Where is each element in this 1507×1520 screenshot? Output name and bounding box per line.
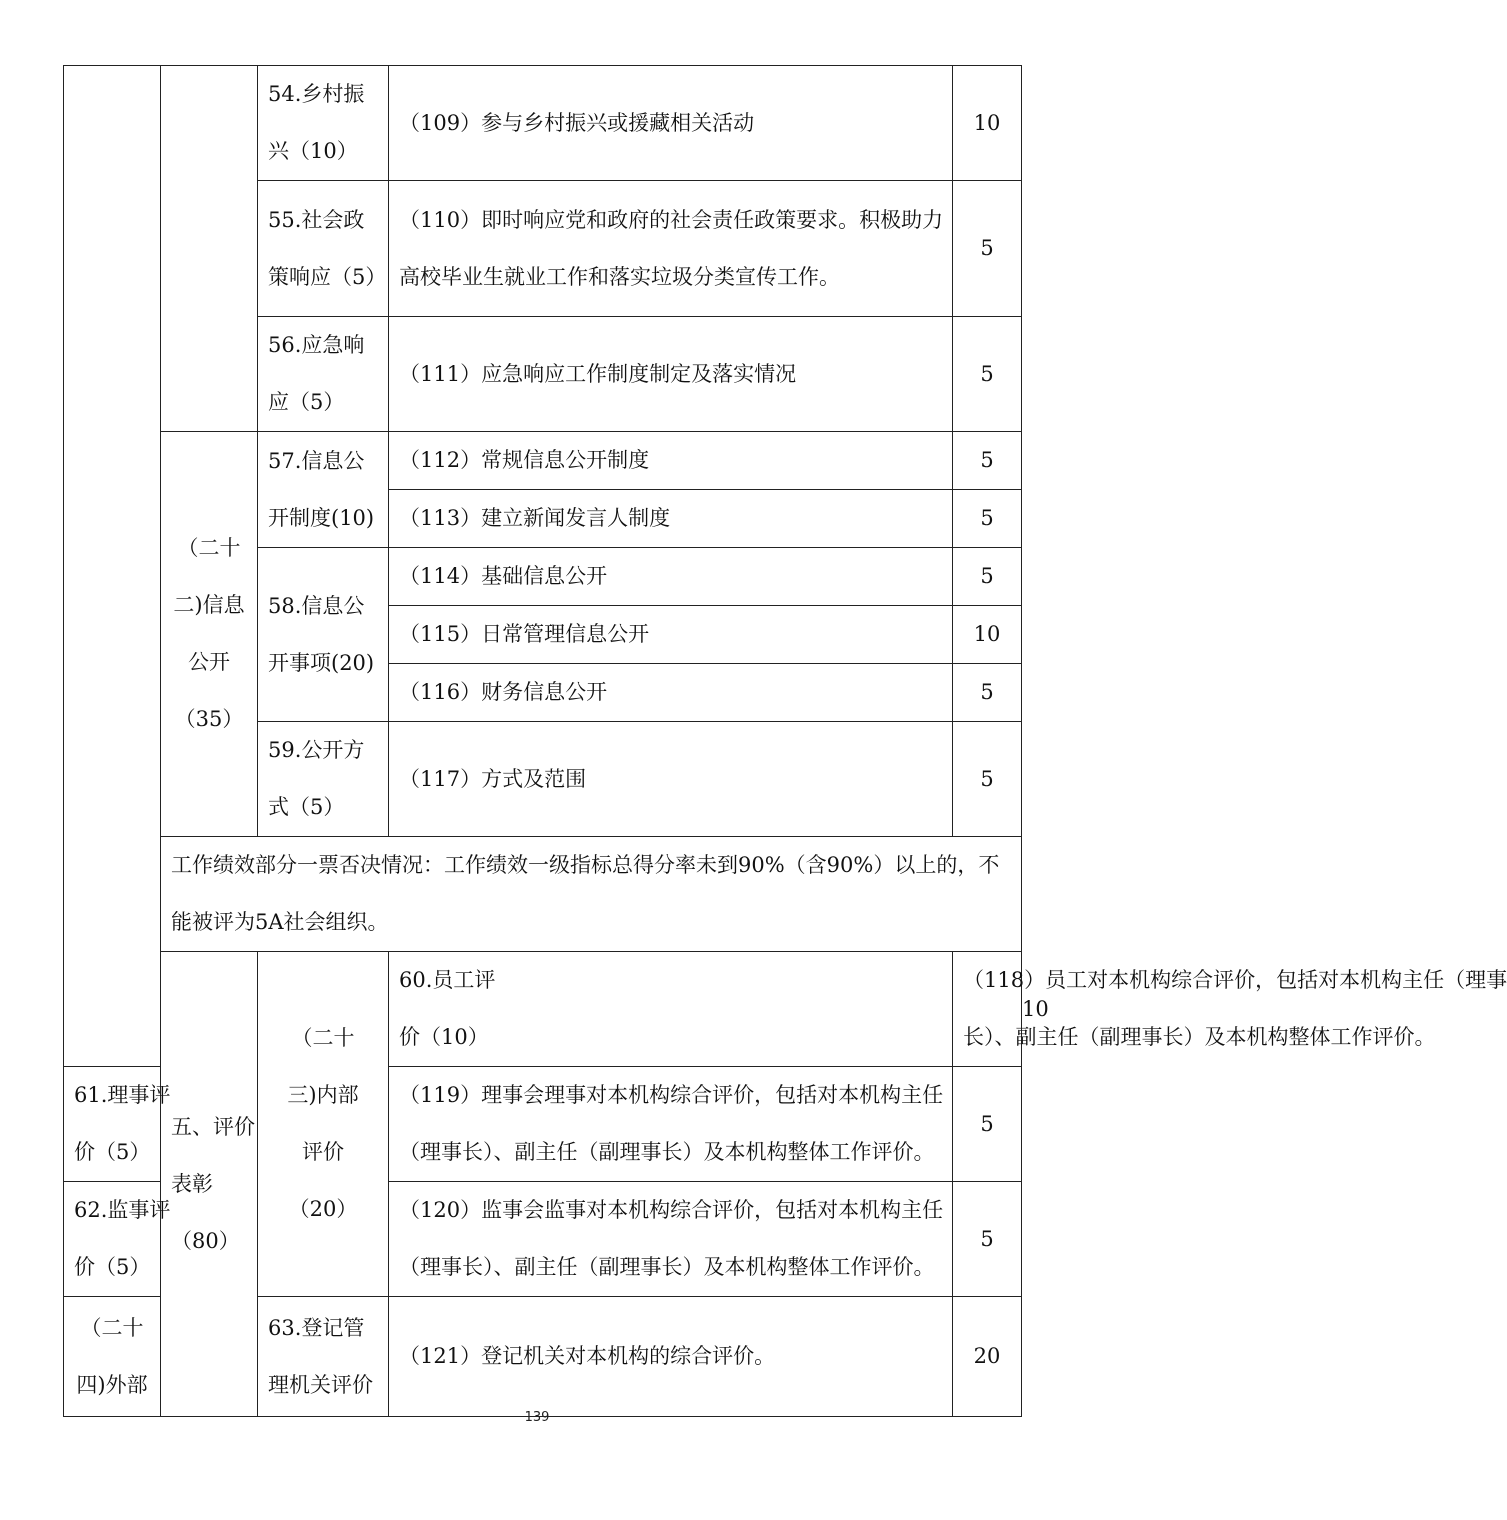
criterion-cell: （116）财务信息公开 bbox=[389, 664, 953, 722]
indicator-cell: 57.信息公 开制度(10) bbox=[258, 432, 389, 548]
table-row: 五、评价 表彰 （80） （二十 三)内部 评价 （20） 60.员工评 价（10） （118）员工对本机构综合评价，包括对本机构主任（理事 长）、副主任（副理事长）及本机构整体工作评价。 10 bbox=[64, 952, 1022, 1067]
table-row bbox=[64, 837, 1022, 952]
score-cell: 5 bbox=[953, 1182, 1022, 1297]
criterion-cell: （121）登记机关对本机构的综合评价。 bbox=[389, 1297, 953, 1417]
page-number: 139 bbox=[524, 1410, 550, 1425]
score-cell: 5 bbox=[953, 490, 1022, 548]
indicator-cell: 61.理事评 价（5） bbox=[64, 1067, 161, 1182]
evaluation-table bbox=[63, 65, 1507, 1417]
score-cell: 5 bbox=[953, 664, 1022, 722]
level1-label-evaluation: 五、评价 表彰 （80） bbox=[161, 952, 258, 1417]
indicator-cell: 56.应急响 应（5） bbox=[258, 317, 389, 432]
score-cell: 20 bbox=[953, 1297, 1022, 1417]
level2-label-external: （二十 四)外部 bbox=[64, 1297, 161, 1417]
indicator-cell: 59.公开方 式（5） bbox=[258, 722, 389, 837]
criterion-cell: （118）员工对本机构综合评价，包括对本机构主任（理事 长）、副主任（副理事长）及本机构整体工作评价。 bbox=[953, 952, 1022, 1067]
indicator-cell: 60.员工评 价（10） bbox=[389, 952, 953, 1067]
criterion-cell: （109）参与乡村振兴或援藏相关活动 bbox=[389, 66, 953, 181]
score-cell: 5 bbox=[953, 722, 1022, 837]
indicator-cell: 54.乡村振 兴（10） bbox=[258, 66, 389, 181]
criterion-cell: （117）方式及范围 bbox=[389, 722, 953, 837]
table-row bbox=[64, 66, 1022, 181]
score-cell: 5 bbox=[953, 181, 1022, 317]
level2-cell-empty bbox=[161, 66, 258, 432]
criterion-cell: （110）即时响应党和政府的社会责任政策要求。积极助力 高校毕业生就业工作和落实垃圾分类宣传工作。 bbox=[389, 181, 953, 317]
indicator-cell: 63.登记管 理机关评价 bbox=[258, 1297, 389, 1417]
score-cell: 5 bbox=[953, 548, 1022, 606]
score-cell: 5 bbox=[953, 317, 1022, 432]
criterion-cell: （120）监事会监事对本机构综合评价，包括对本机构主任 （理事长）、副主任（副理事长）及本机构整体工作评价。 bbox=[389, 1182, 953, 1297]
criterion-cell: （115）日常管理信息公开 bbox=[389, 606, 953, 664]
criterion-cell: （112）常规信息公开制度 bbox=[389, 432, 953, 490]
score-cell: 10 bbox=[953, 606, 1022, 664]
criterion-cell: （119）理事会理事对本机构综合评价，包括对本机构主任 （理事长）、副主任（副理事长）及本机构整体工作评价。 bbox=[389, 1067, 953, 1182]
score-cell: 10 bbox=[953, 66, 1022, 181]
veto-note: 工作绩效部分一票否决情况：工作绩效一级指标总得分率未到90%（含90%）以上的，不 能被评为5A社会组织。 bbox=[161, 837, 1022, 952]
table-row bbox=[64, 432, 1022, 490]
criterion-cell: （111）应急响应工作制度制定及落实情况 bbox=[389, 317, 953, 432]
level1-cell-empty bbox=[64, 66, 161, 1067]
score-cell: 5 bbox=[953, 432, 1022, 490]
level2-label-info-disclosure: （二十 二)信息 公开 （35） bbox=[161, 432, 258, 837]
indicator-cell: 55.社会政 策响应（5） bbox=[258, 181, 389, 317]
indicator-cell: 58.信息公 开事项(20) bbox=[258, 548, 389, 722]
level2-label-internal: （二十 三)内部 评价 （20） bbox=[258, 952, 389, 1297]
criterion-cell: （114）基础信息公开 bbox=[389, 548, 953, 606]
indicator-cell: 62.监事评 价（5） bbox=[64, 1182, 161, 1297]
score-cell: 5 bbox=[953, 1067, 1022, 1182]
criterion-cell: （113）建立新闻发言人制度 bbox=[389, 490, 953, 548]
